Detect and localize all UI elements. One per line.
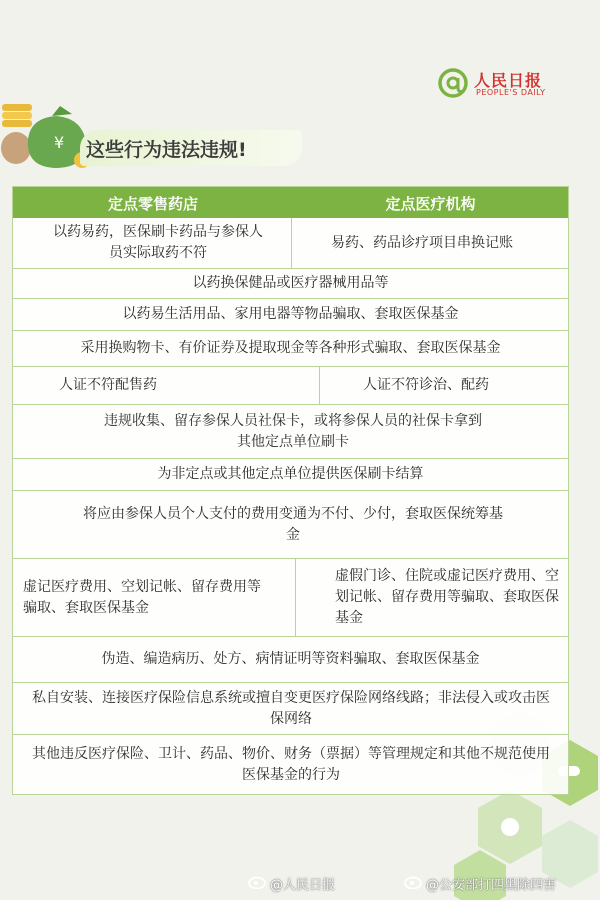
column-divider xyxy=(291,218,292,268)
peoples-daily-logo xyxy=(436,64,566,104)
column-divider xyxy=(295,559,296,636)
medical-cell: 人证不符诊治、配药 xyxy=(363,377,489,393)
shared-cell: 违规收集、留存参保人员社保卡，或将参保人员的社保卡拿到其他定点单位刷卡 xyxy=(104,412,482,450)
shared-cell: 以药换保健品或医疗器械用品等 xyxy=(192,275,389,291)
header-medical-institution: 定点医疗机构 xyxy=(385,195,476,213)
heading-text: 这些行为违法违规! xyxy=(86,139,247,161)
logo-subtitle: PEOPLE'S DAILY xyxy=(476,88,546,97)
shared-cell: 以药易生活用品、家用电器等物品骗取、套取医保基金 xyxy=(122,306,459,322)
table-row xyxy=(13,735,568,794)
retail-cell: 以药易药，医保刷卡药品与参保人员实际取药不符 xyxy=(53,224,263,261)
shared-cell: 伪造、编造病历、处方、病情证明等资料骗取、套取医保基金 xyxy=(101,651,480,667)
table-row xyxy=(13,491,568,559)
table-header xyxy=(13,187,568,218)
table-row xyxy=(13,637,568,683)
section-heading xyxy=(80,130,302,166)
table-row xyxy=(13,218,568,269)
shared-cell: 采用换购物卡、有价证券及提取现金等各种形式骗取、套取医保基金 xyxy=(80,340,501,356)
table-row xyxy=(13,331,568,367)
logo-title: 人民日报 xyxy=(474,71,543,90)
retail-cell: 人证不符配售药 xyxy=(59,377,157,393)
header-retail-pharmacy: 定点零售药店 xyxy=(107,195,198,213)
weibo-icon xyxy=(248,873,268,889)
column-divider xyxy=(319,367,320,404)
table-row xyxy=(13,269,568,299)
shared-cell: 其他违反医疗保险、卫计、药品、物价、财务（票据）等管理规定和其他不规范使用医保基金的行为 xyxy=(32,745,550,783)
medical-cell: 易药、药品诊疗项目串换记账 xyxy=(331,234,513,251)
peoples-daily-at-icon xyxy=(436,66,470,100)
table-row xyxy=(13,459,568,491)
svg-text:¥: ¥ xyxy=(54,133,65,152)
footer-source-ministry[interactable]: @公安部打四黑除四害 xyxy=(426,878,557,893)
footer-source-peoples-daily[interactable]: @人民日报 xyxy=(270,878,336,893)
table-row xyxy=(13,559,568,637)
violations-table xyxy=(12,186,569,795)
table-row xyxy=(13,299,568,331)
medical-cell: 虚假门诊、住院或虚记医疗费用、空划记帐、留存费用等骗取、套取医保基金 xyxy=(335,568,559,626)
weibo-icon xyxy=(404,873,424,889)
table-row xyxy=(13,367,568,405)
table-row xyxy=(13,405,568,459)
table-row xyxy=(13,683,568,735)
shared-cell: 为非定点或其他定点单位提供医保刷卡结算 xyxy=(157,466,424,482)
retail-cell: 虚记医疗费用、空划记帐、留存费用等骗取、套取医保基金 xyxy=(23,578,261,616)
shared-cell: 将应由参保人员个人支付的费用变通为不付、少付，套取医保统筹基金 xyxy=(83,505,503,543)
shared-cell: 私自安装、连接医疗保险信息系统或擅自变更医疗保险网络线路；非法侵入或攻击医保网络 xyxy=(32,689,550,727)
